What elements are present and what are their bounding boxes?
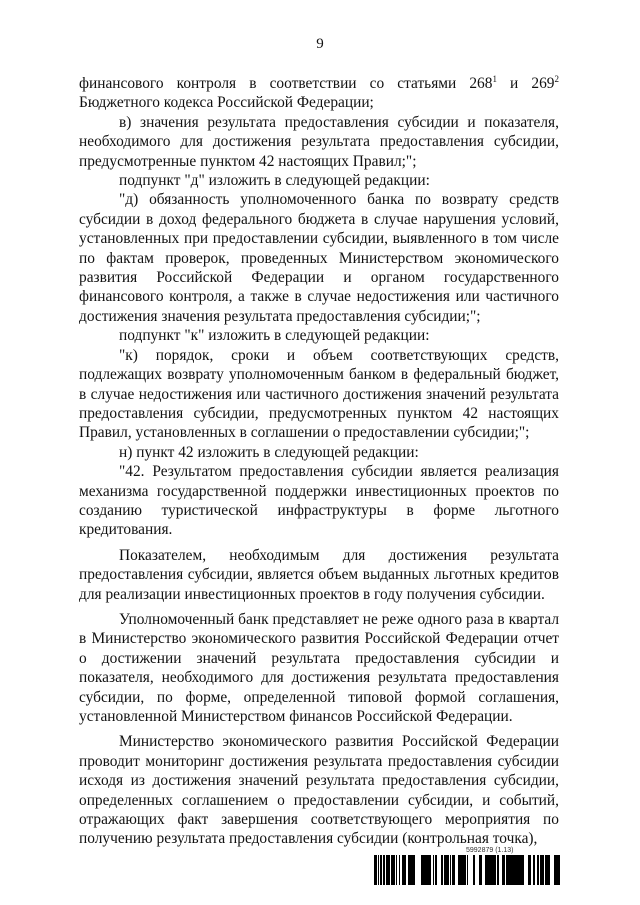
paragraph-3: подпункт "д" изложить в следующей редакции:: [119, 172, 430, 190]
document-id: 5992879 (1.13): [466, 847, 514, 854]
paragraph-1-mid: и 269: [496, 75, 555, 92]
paragraph-4: "д) обязанность уполномоченного банка по возврату средств субсидии в доход федерального бюджета в случае нарушения условий, установленных при предоставлении субсидии, выявленного в том числе по фактам проверок, проведенных Министерством экономического развития Российской Федерации и органом государственного финансового контроля, а также в случае недостижения или частичного достижения значения результата предоставления субсидии;";: [79, 191, 559, 325]
paragraph-10: Уполномоченный банк представляет не реже одного раза в квартал в Министерство экономического развития Российской Федерации отчет о достижении значений результата предоставления субсидии и показателя, необходимого для достижения результата предоставления субсидии, по форме, определенной типовой формой соглашения, установленной Министерством финансов Российской Федерации.: [79, 610, 559, 725]
paragraph-11: Министерство экономического развития Российской Федерации проводит мониторинг достижения результата предоставления субсидии исходя из достижения значений результата предоставления субсидии, определенных соглашением о предоставлении субсидии, и событий, отражающих факт завершения соответствующего мероприятия по получению результата предоставления субсидии (контрольная точка),: [79, 733, 559, 848]
body-text: [79, 74, 559, 849]
paragraph-1-text: финансового контроля в соответствии со статьями 268: [79, 75, 493, 92]
paragraph-6: "к) порядок, сроки и объем соответствующих средств, подлежащих возврату уполномоченным банком в федеральный бюджет, в случае недостижения или частичного достижения значений результата предоставления субсидии, предусмотренных пунктом 42 настоящих Правил, установленных в соглашении о предоставлении субсидии;";: [79, 346, 559, 442]
paragraph-1: [79, 74, 559, 113]
superscript-2: 2: [554, 73, 559, 84]
paragraph-2: в) значения результата предоставления субсидии и показателя, необходимого для достижения результата предоставления субсидии, предусмотренные пунктом 42 настоящих Правил;";: [79, 113, 559, 170]
paragraph-5: подпункт "к" изложить в следующей редакции:: [119, 327, 430, 345]
paragraph-8: "42. Результатом предоставления субсидии является реализация механизма государственной поддержки инвестиционных проектов по созданию туристической инфраструктуры в форме льготного кредитования.: [79, 463, 559, 539]
paragraph-9: Показателем, необходимым для достижения результата предоставления субсидии, является объем выданных льготных кредитов для реализации инвестиционных проектов в году получения субсидии.: [79, 546, 559, 603]
paragraph-1-tail: Бюджетного кодекса Российской Федерации;: [79, 94, 374, 112]
superscript-1: 1: [492, 73, 497, 84]
paragraph-7: н) пункт 42 изложить в следующей редакции:: [119, 443, 419, 461]
page-number: 9: [316, 36, 324, 52]
barcode-image: [374, 855, 560, 885]
